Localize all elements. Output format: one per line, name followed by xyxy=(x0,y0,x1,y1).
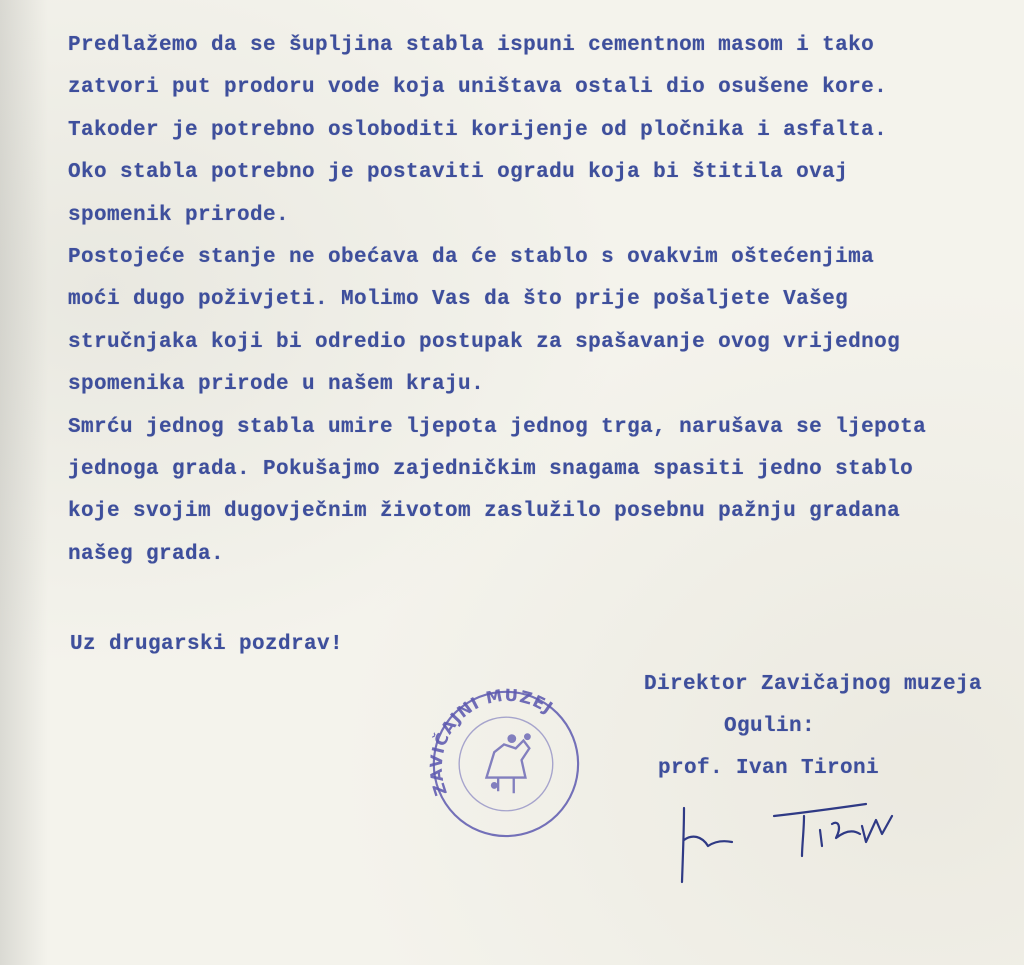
letter-line: zatvori put prodoru vode koja uništava ostali dio osušene kore. xyxy=(68,76,888,100)
letter-line: Oko stabla potrebno je postaviti ogradu koja bi štitila ovaj xyxy=(68,161,849,185)
letter-line: Postojeće stanje ne obećava da će stablo s ovakvim oštećenjima xyxy=(68,245,875,269)
signatory-name: prof. Ivan Tironi xyxy=(658,757,880,780)
stamp-emblem xyxy=(486,734,530,793)
letter-body xyxy=(68,32,1008,583)
signatory-title: Direktor Zavičajnog muzeja xyxy=(644,673,983,696)
letter-line: Predlažemo da se šupljina stabla ispuni cementnom masom i tako xyxy=(68,34,875,57)
letter-line: jednoga grada. Pokušajmo zajedničkim snagama spasiti jedno stablo xyxy=(68,457,914,481)
letter-line: stručnjaka koji bi odredio postupak za spašavanje ovog vrijednog xyxy=(68,330,901,354)
svg-text:ZAVIČAJNI MUZEJ xyxy=(427,686,557,798)
signature-block xyxy=(640,670,1010,796)
letter-line: našeg grada. xyxy=(68,542,225,566)
letter-line: spomenik prirode. xyxy=(68,203,290,227)
letter-line: Takoder je potrebno osloboditi korijenje od pločnika i asfalta. xyxy=(68,118,888,142)
handwritten-signature xyxy=(670,790,910,890)
paper-edge-shadow xyxy=(0,0,48,965)
letter-line: koje svojim dugovječnim životom zaslužilo posebnu pažnju gradana xyxy=(68,500,901,524)
letter-line: moći dugo poživjeti. Molimo Vas da što prije pošaljete Vašeg xyxy=(68,288,849,312)
letter-line: Smrću jednog stabla umire ljepota jednog trga, narušava se ljepota xyxy=(68,415,927,439)
signatory-city: Ogulin: xyxy=(724,715,816,738)
museum-stamp xyxy=(426,684,582,840)
stamp-text: ZAVIČAJNI MUZEJ xyxy=(426,685,557,799)
letter-line: spomenika prirode u našem kraju. xyxy=(68,373,485,397)
closing-greeting: Uz drugarski pozdrav! xyxy=(70,633,344,656)
